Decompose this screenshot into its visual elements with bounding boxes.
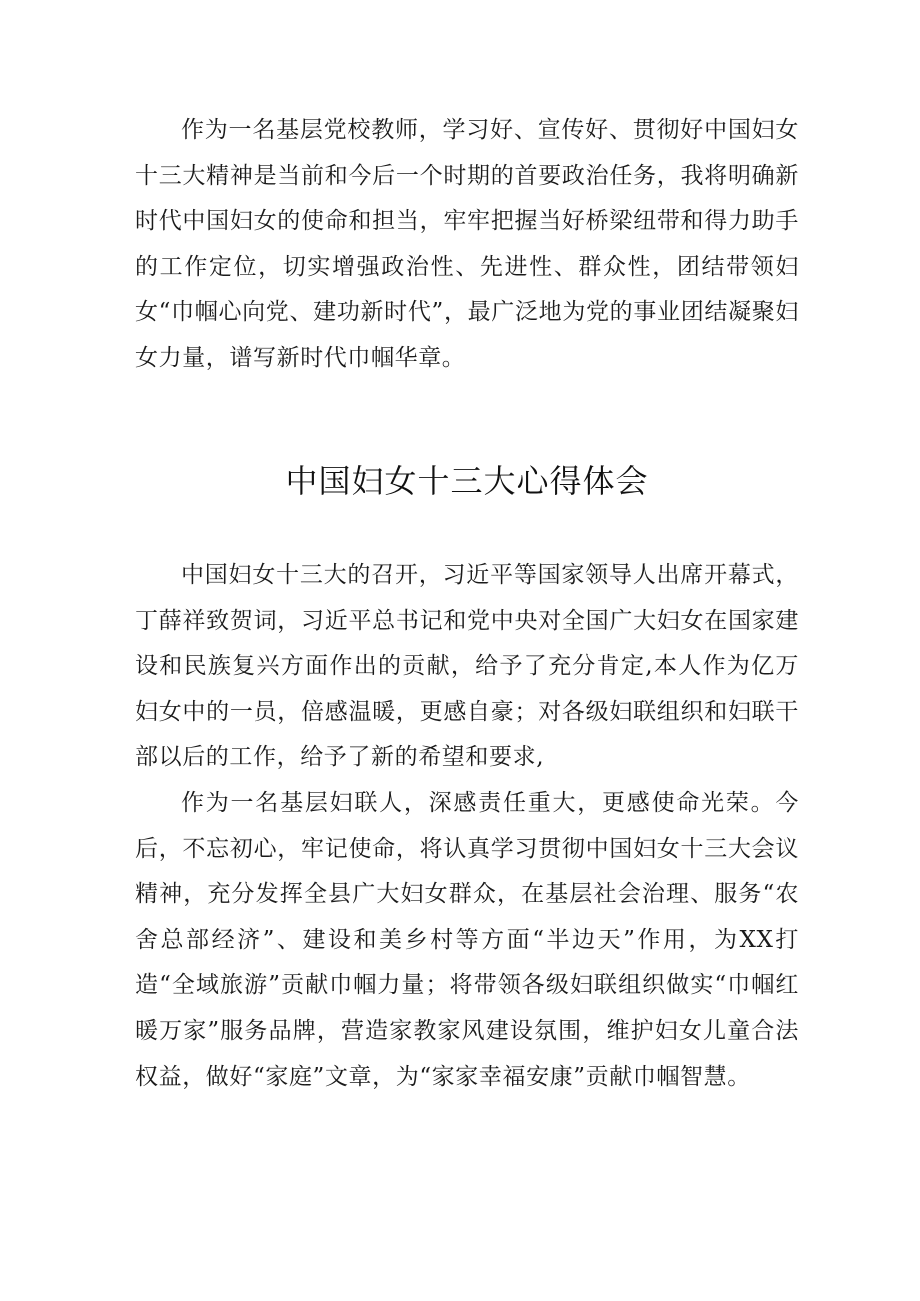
paragraph-1: 作为一名基层党校教师，学习好、宣传好、贯彻好中国妇女十三大精神是当前和今后一个时期的首要政治任务，我将明确新时代中国妇女的使命和担当，牢牢把握当好桥梁纽带和得力助手的工作定位，切实增强政治性、先进性、群众性，团结带领妇女“巾帼心向党、建功新时代”，最广泛地为党的事业团结凝聚妇女力量，谱写新时代巾帼华章。: [135, 117, 799, 371]
paragraph-3: 作为一名基层妇联人，深感责任重大，更感使命光荣。今后，不忘初心，牢记使命，将认真学习贯彻中国妇女十三大会议精神，充分发挥全县广大妇女群众，在基层社会治理、服务“农舍总部经济”、建设和美乡村等方面“半边天”作用，为XX打造“全域旅游”贡献巾帼力量；将带领各级妇联组织做实“巾帼红暖万家”服务品牌，营造家教家风建设氛围，维护妇女儿童合法权益，做好“家庭”文章，为“家家幸福安康”贡献巾帼智慧。: [135, 790, 799, 1090]
document-title: 中国妇女十三大心得体会: [285, 462, 649, 500]
paragraph-2: 中国妇女十三大的召开，习近平等国家领导人出席开幕式，丁薛祥致贺词，习近平总书记和党中央对全国广大妇女在国家建设和民族复兴方面作出的贡献，给予了充分肯定,本人作为亿万妇女中的一员，倍感温暖，更感自豪；对各级妇联组织和妇联干部以后的工作，给予了新的希望和要求,: [135, 562, 799, 771]
